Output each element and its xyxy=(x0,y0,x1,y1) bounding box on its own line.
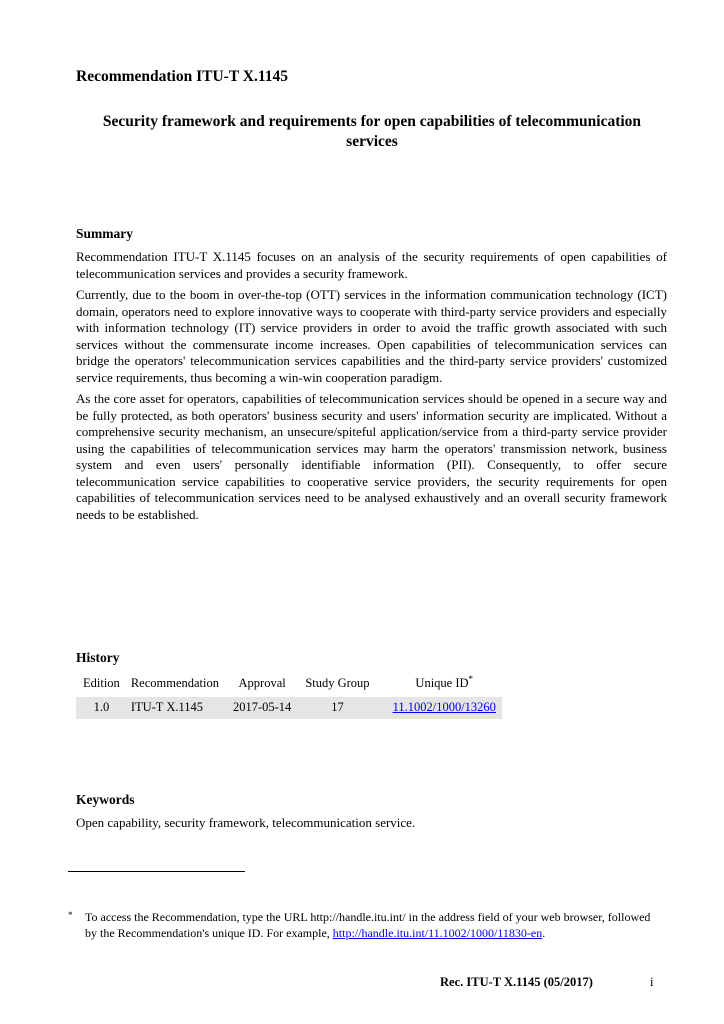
recommendation-title: Recommendation ITU-T X.1145 xyxy=(76,68,288,85)
summary-paragraph-3: As the core asset for operators, capabilities of telecommunication services should be opened in a secure way and be fully protected, as both operators' business security and users' information security are implicated. Without a comprehensive security mechanism, an unsecure/spiteful application/service from a third-party service provider using the capabilities of telecommunication services may harm the operators' transmission network, business system and even users' personally identifiable information (PII). Consequently, to offer secure telecommunication service capabilities to cooperative service providers, the security requirements for open capabilities of telecommunication services need to be analysed exhaustively and an overall security framework needs to be established. xyxy=(76,391,667,522)
column-header-edition: Edition xyxy=(83,676,120,690)
keywords-section xyxy=(76,792,667,837)
summary-heading: Summary xyxy=(76,226,133,241)
unique-id-footnote-mark: * xyxy=(468,673,474,684)
footnote-divider xyxy=(68,871,245,872)
footnote-text-end: . xyxy=(542,926,546,940)
unique-id-label: Unique ID xyxy=(415,676,469,690)
column-header-unique-id xyxy=(377,673,502,697)
recommendation-cell: ITU-T X.1145 xyxy=(127,697,226,719)
unique-id-cell xyxy=(377,697,502,719)
summary-paragraph-1: Recommendation ITU-T X.1145 focuses on an analysis of the security requirements of open capabilities of telecommunication services and provides a security framework. xyxy=(76,249,667,281)
history-table xyxy=(76,673,502,719)
document-title: Security framework and requirements for open capabilities of telecommunication services xyxy=(102,113,642,150)
footnote xyxy=(68,909,658,941)
column-header-study-group: Study Group xyxy=(305,676,370,690)
history-header-row xyxy=(76,673,502,697)
unique-id-link[interactable]: 11.1002/1000/13260 xyxy=(392,700,496,714)
history-section xyxy=(76,650,667,719)
column-header-approval: Approval xyxy=(238,676,286,690)
page-number: i xyxy=(650,975,654,989)
keywords-heading: Keywords xyxy=(76,792,135,807)
study-group-cell: 17 xyxy=(298,697,376,719)
history-heading: History xyxy=(76,650,120,665)
footnote-text-body: To access the Recommendation, type the URL http://handle.itu.int/ in the address field of your web browser, followed by the Recommendation's unique ID. For example, xyxy=(85,910,651,940)
footer-reference: Rec. ITU-T X.1145 (05/2017) xyxy=(440,975,593,989)
keywords-text: Open capability, security framework, telecommunication service. xyxy=(76,815,416,830)
summary-paragraph-2: Currently, due to the boom in over-the-top (OTT) services in the information communication technology (ICT) domain, operators need to explore innovative ways to cooperate with third-party service providers and especially with information technology (IT) service providers in order to avoid the traffic growth associated with such services without the commensurate income increases. Open capabilities of telecommunication services can bridge the operators' telecommunication services capabilities and the third-party service providers' customized service requirements, thus becoming a win-win cooperation paradigm. xyxy=(76,287,667,385)
summary-section xyxy=(76,226,667,528)
footnote-text xyxy=(85,909,658,941)
footnote-mark: * xyxy=(68,910,73,920)
footnote-example-link[interactable]: http://handle.itu.int/11.1002/1000/11830-en xyxy=(332,926,543,940)
table-row xyxy=(76,697,502,719)
edition-cell: 1.0 xyxy=(76,697,127,719)
column-header-recommendation: Recommendation xyxy=(130,676,219,690)
approval-cell: 2017-05-14 xyxy=(226,697,298,719)
